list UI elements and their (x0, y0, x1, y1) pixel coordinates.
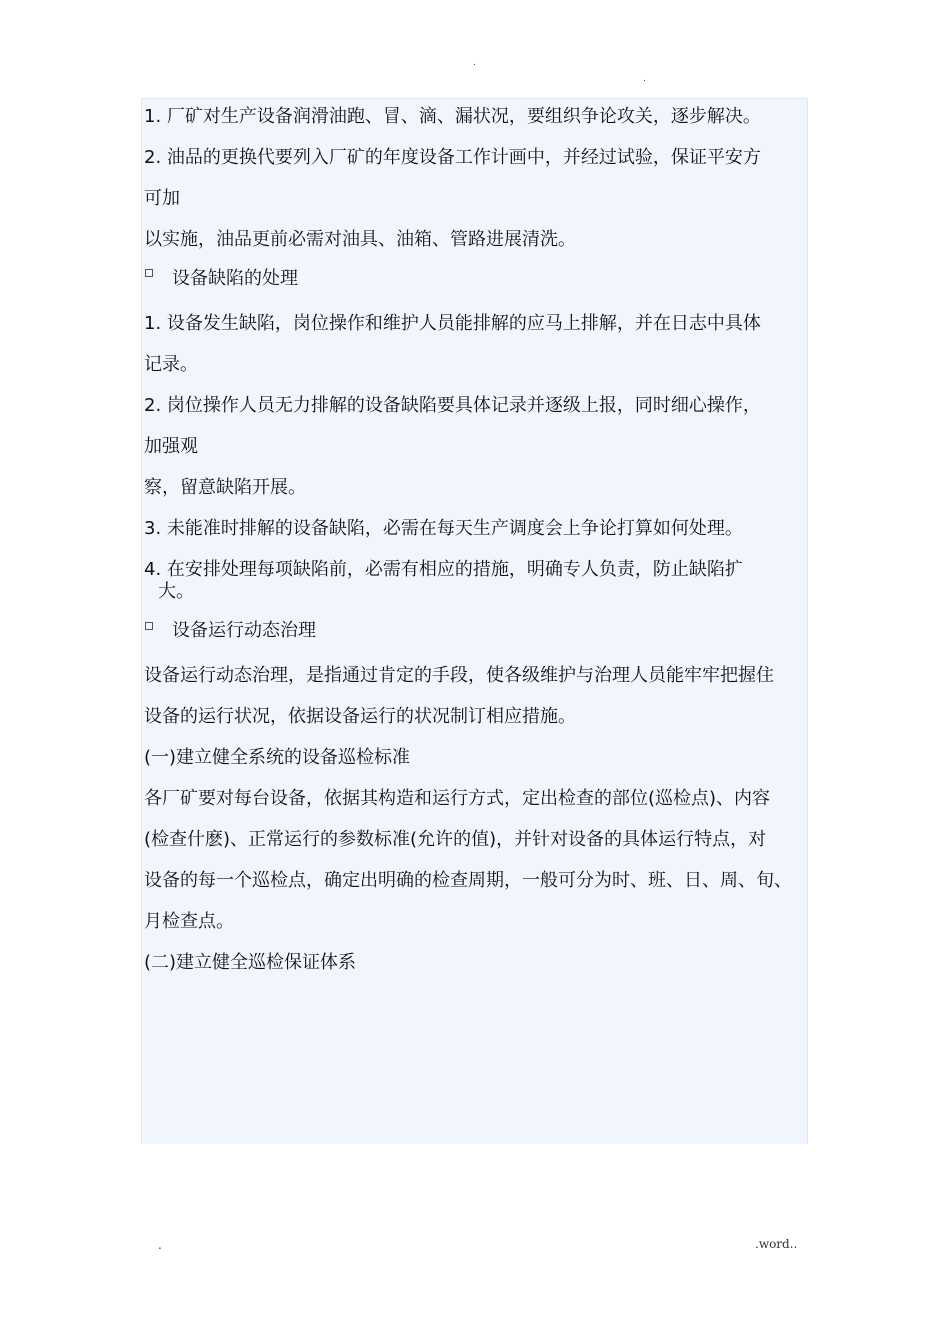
text-line-16: 各厂矿要对每台设备，依据其构造和运行方式，定出检查的部位(巡检点)、内容 (144, 788, 771, 809)
text-line-18: 设备的每一个巡检点，确定出明确的检查周期，一般可分为时、班、日、周、旬、 (144, 870, 792, 891)
bullet-square-icon (145, 622, 153, 630)
bullet-square-icon (145, 269, 153, 277)
text-line-1: 1. 厂矿对生产设备润滑油跑、冒、滴、漏状况，要组织争论攻关，逐步解决。 (144, 106, 761, 127)
text-line-19: 月检查点。 (144, 911, 234, 932)
text-line-11: 4. 在安排处理每项缺陷前，必需有相应的措施，明确专人负责，防止缺陷扩 (144, 559, 743, 580)
footer-dot: . (158, 1238, 162, 1252)
text-line-17: (检查什麽)、正常运行的参数标准(允许的值)，并针对设备的具体运行特点，对 (144, 829, 767, 850)
header-dot-right: . (643, 74, 646, 84)
section-heading-dynamic-management: 设备运行动态治理 (172, 620, 316, 641)
text-line-14: 设备的运行状况，依据设备运行的状况制订相应措施。 (144, 706, 576, 727)
section-heading-defects: 设备缺陷的处理 (172, 268, 298, 289)
text-line-5: 1. 设备发生缺陷，岗位操作和维护人员能排解的应马上排解，并在日志中具体 (144, 313, 761, 334)
text-line-8: 加强观 (144, 436, 198, 457)
text-line-9: 察，留意缺陷开展。 (144, 477, 306, 498)
header-dot-center: . (473, 58, 476, 68)
text-line-7: 2. 岗位操作人员无力排解的设备缺陷要具体记录并逐级上报，同时细心操作， (144, 395, 761, 416)
text-line-4: 以实施，油品更前必需对油具、油箱、管路进展清洗。 (144, 229, 576, 250)
text-line-3: 可加 (144, 188, 180, 209)
text-line-10: 3. 未能准时排解的设备缺陷，必需在每天生产调度会上争论打算如何处理。 (144, 518, 743, 539)
text-line-12: 大。 (158, 581, 194, 602)
text-line-6: 记录。 (144, 354, 198, 375)
text-line-20: (二)建立健全巡检保证体系 (144, 952, 357, 973)
footer-word: .word.. (755, 1237, 798, 1251)
text-line-2: 2. 油品的更换代要列入厂矿的年度设备工作计画中，并经过试验，保证平安方 (144, 147, 761, 168)
text-line-15: (一)建立健全系统的设备巡检标准 (144, 747, 411, 768)
text-line-13: 设备运行动态治理，是指通过肯定的手段，使各级维护与治理人员能牢牢把握住 (144, 665, 774, 686)
